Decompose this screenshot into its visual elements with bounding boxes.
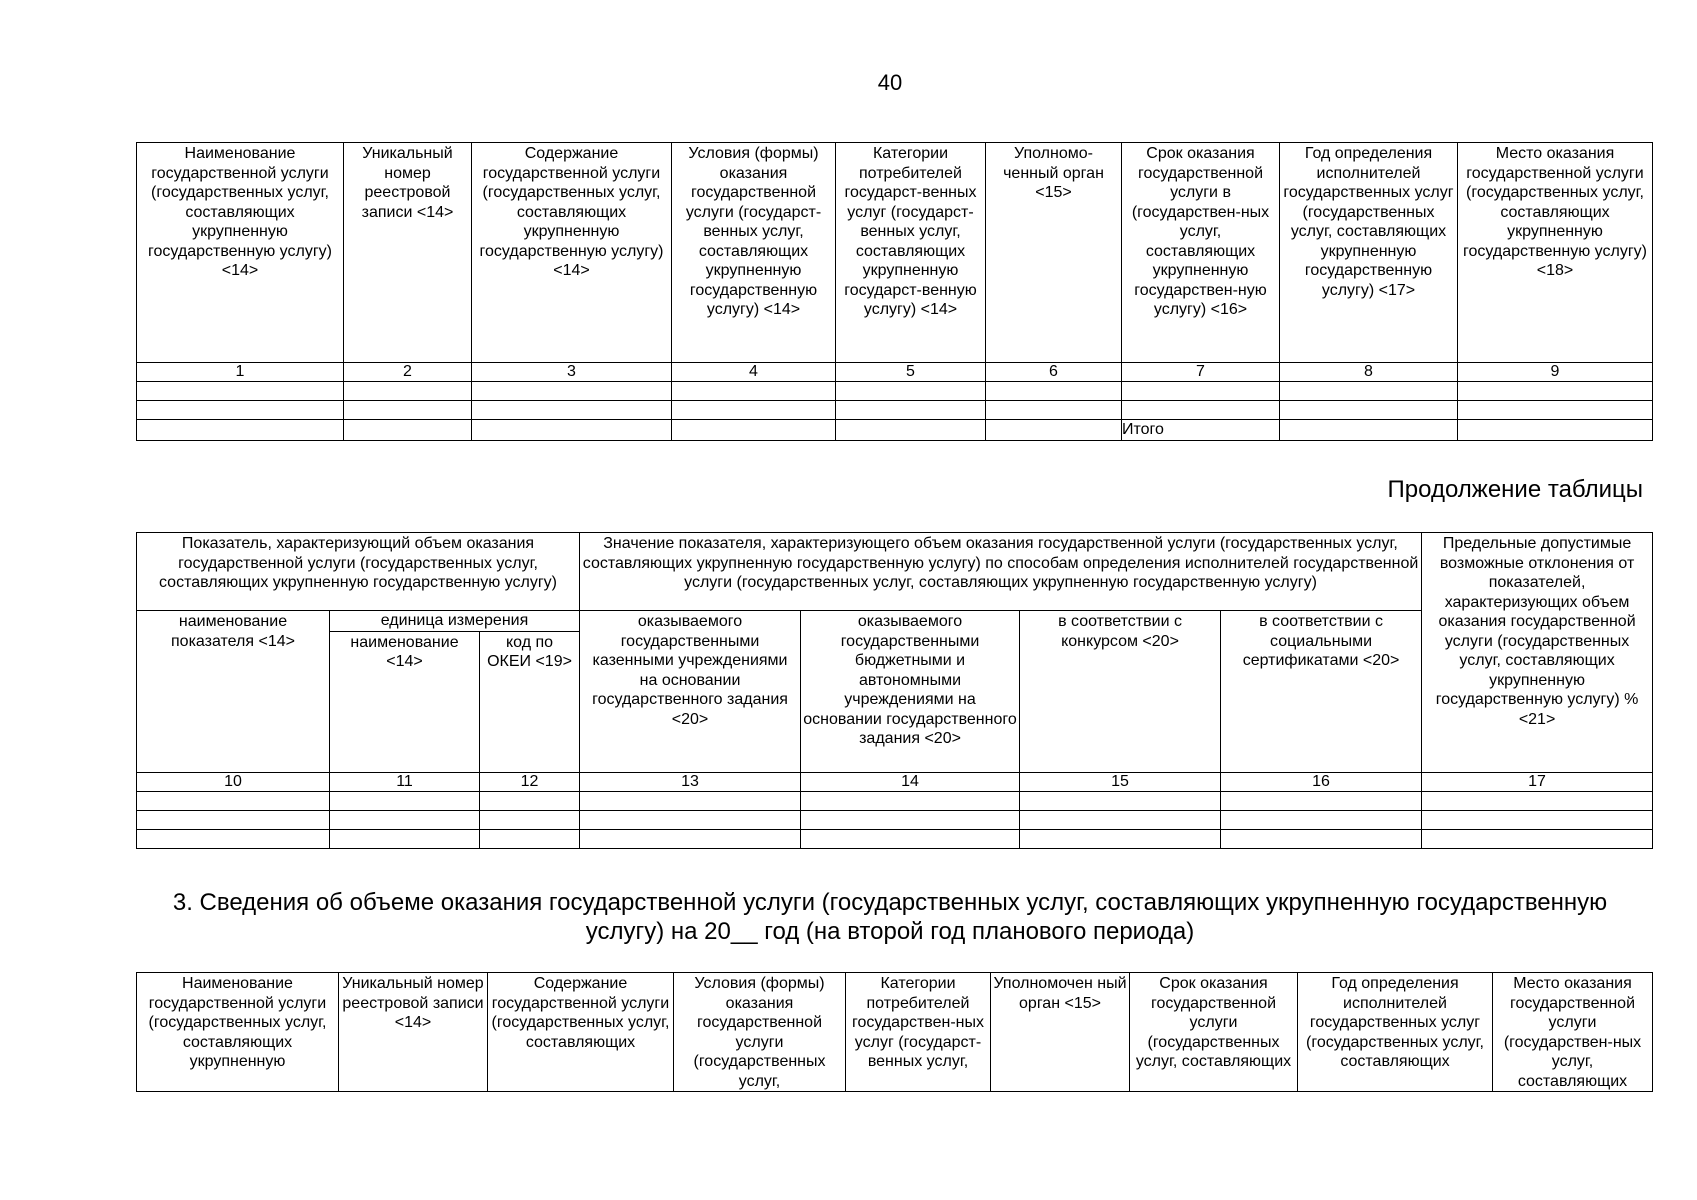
header-authorized-body: Уполномочен ный орган <15>	[991, 973, 1130, 1092]
column-number: 11	[330, 773, 480, 792]
column-number: 1	[137, 363, 344, 382]
header-value-kazennye: оказываемого государственными казенными учреждениями на основании государственного задания <20>	[580, 611, 801, 773]
section-3-title: 3. Сведения об объеме оказания государственной услуги (государственных услуг, составляющих укрупненную государственную услугу) на 20__ год (на второй год планового периода)	[172, 889, 1608, 945]
header-unit-okei: код по ОКЕИ <19>	[480, 631, 580, 772]
header-service-conditions: Условия (формы) оказания государственной услуги (государст-венных услуг, составляющих укрупненную государственную услугу) <14>	[672, 143, 836, 363]
header-indicator-name: наименование показателя <14>	[137, 611, 330, 773]
header-service-place: Место оказания государственной услуги (государствен-ных услуг, составляющих	[1493, 973, 1653, 1092]
services-table-section3	[136, 972, 1653, 1092]
column-number: 13	[580, 773, 801, 792]
column-number: 6	[986, 363, 1122, 382]
header-deviations: Предельные допустимые возможные отклонения от показателей, характеризующих объем оказания государственной услуги (государственных услуг, составляющих укрупненную государственную услугу) % <21>	[1422, 533, 1653, 773]
services-table-part2	[136, 532, 1653, 849]
column-number: 12	[480, 773, 580, 792]
table-row	[137, 401, 1653, 420]
table-row	[137, 382, 1653, 401]
table-row	[137, 792, 1653, 811]
header-consumer-categories: Категории потребителей государст-венных услуг (государст-венных услуг, составляющих укрупненную государст-венную услугу) <14>	[836, 143, 986, 363]
column-number: 4	[672, 363, 836, 382]
header-service-content: Содержание государственной услуги (государственных услуг, составляющих	[488, 973, 674, 1092]
column-numbers-row	[137, 363, 1653, 382]
column-number: 9	[1458, 363, 1653, 382]
header-registry-number: Уникальный номер реестровой записи <14>	[339, 973, 488, 1092]
total-row	[137, 420, 1653, 441]
header-executor-year: Год определения исполнителей государственных услуг (государственных услуг, составляющих	[1298, 973, 1493, 1092]
header-row	[137, 973, 1653, 1092]
services-table-part1	[136, 142, 1653, 441]
header-service-content: Содержание государственной услуги (государственных услуг, составляющих укрупненную государственную услугу) <14>	[472, 143, 672, 363]
column-number: 2	[344, 363, 472, 382]
column-number: 7	[1122, 363, 1280, 382]
header-unit-name: наименование <14>	[330, 631, 480, 772]
column-numbers-row	[137, 773, 1653, 792]
column-number: 3	[472, 363, 672, 382]
header-authorized-body: Уполномо-ченный орган <15>	[986, 143, 1122, 363]
header-registry-number: Уникальный номер реестровой записи <14>	[344, 143, 472, 363]
header-service-place: Место оказания государственной услуги (государственных услуг, составляющих укрупненную государственную услугу) <18>	[1458, 143, 1653, 363]
column-number: 17	[1422, 773, 1653, 792]
continuation-label: Продолжение таблицы	[1387, 476, 1643, 503]
header-value-group: Значение показателя, характеризующего объем оказания государственной услуги (государственных услуг, составляющих укрупненную государственную услугу) по способам определения исполнителей государственной услуги (государственных услуг, составляющих укрупненную государственную услугу)	[580, 533, 1422, 611]
header-service-conditions: Условия (формы) оказания государственной услуги (государственных услуг,	[674, 973, 846, 1092]
table-row	[137, 830, 1653, 849]
header-service-term: Срок оказания государственной услуги в (государствен-ных услуг, составляющих укрупненную государствен-ную услугу) <16>	[1122, 143, 1280, 363]
column-number: 15	[1020, 773, 1221, 792]
header-consumer-categories: Категории потребителей государствен-ных услуг (государст-венных услуг,	[846, 973, 991, 1092]
header-service-name: Наименование государственной услуги (государственных услуг, составляющих укрупненную	[137, 973, 339, 1092]
column-number: 8	[1280, 363, 1458, 382]
header-indicator-group: Показатель, характеризующий объем оказания государственной услуги (государственных услуг, составляющих укрупненную государственную услугу)	[137, 533, 580, 611]
column-number: 10	[137, 773, 330, 792]
page-number: 40	[877, 70, 903, 95]
total-label: Итого	[1122, 420, 1280, 441]
table-row	[137, 811, 1653, 830]
header-value-konkurs: в соответствии с конкурсом <20>	[1020, 611, 1221, 773]
header-row	[137, 143, 1653, 363]
column-number: 16	[1221, 773, 1422, 792]
header-value-sertifikaty: в соответствии с социальными сертификатами <20>	[1221, 611, 1422, 773]
header-service-name: Наименование государственной услуги (государственных услуг, составляющих укрупненную государственную услугу) <14>	[137, 143, 344, 363]
header-value-budgetnye: оказываемого государственными бюджетными и автономными учреждениями на основании государственного задания <20>	[801, 611, 1020, 773]
header-group-row	[137, 533, 1653, 611]
header-unit-group: единица измерения	[330, 611, 580, 632]
header-executor-year: Год определения исполнителей государственных услуг (государственных услуг, составляющих укрупненную государственную услугу) <17>	[1280, 143, 1458, 363]
column-number: 14	[801, 773, 1020, 792]
header-service-term: Срок оказания государственной услуги (государственных услуг, составляющих	[1130, 973, 1298, 1092]
column-number: 5	[836, 363, 986, 382]
